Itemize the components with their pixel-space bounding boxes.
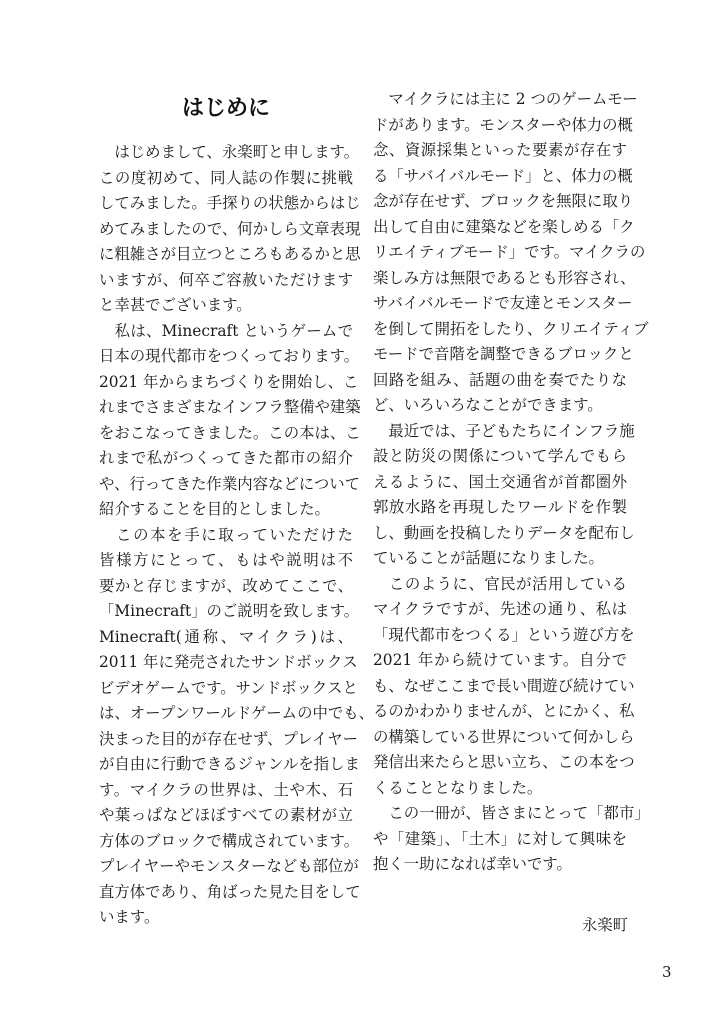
text-line: 楽しみ方は無限であるとも形容され、 <box>373 268 636 287</box>
text-line: 紹介することを目的としました。 <box>99 500 330 518</box>
text-line: を倒して開拓をしたり、クリエイティブ <box>373 319 649 338</box>
text-line: 最近では、子どもたちにインフラ施 <box>373 421 635 440</box>
text-line: この本を手に取っていただけた <box>99 525 353 544</box>
text-line: 念が存在せず、ブロックを無限に取り <box>373 192 634 210</box>
right-text-column <box>373 87 650 878</box>
text-line: リエイティブモード」です。マイクラの <box>373 243 646 261</box>
text-line: してみました。手探りの状態からはじ <box>99 194 361 212</box>
text-line: モードで音階を調整できるブロックと <box>373 345 634 363</box>
text-line: マイクラには主に 2 つのゲームモー <box>373 90 638 108</box>
text-line: 日本の現代都市をつくっております。 <box>99 347 360 365</box>
text-line: 抱く一助になれば幸いです。 <box>373 855 572 873</box>
text-line: えるように、国土交通省が首都圏外 <box>373 472 627 491</box>
text-line: 「Minecraft」のご説明を致します。 <box>99 602 360 620</box>
text-line: プレイヤーやモンスターなども部位が <box>99 857 359 875</box>
text-line: 直方体であり、角ばった見た目をして <box>99 882 361 901</box>
text-line: はじめまして、永楽町と申します。 <box>99 143 360 161</box>
author-signature: 永楽町 <box>581 916 628 934</box>
text-line: るのかわかりませんが、とにかく、私 <box>373 702 635 720</box>
text-line: ていることが話題になりました。 <box>373 549 604 567</box>
text-line: 私は、Minecraft というゲームで <box>99 321 353 340</box>
page-title: はじめに <box>181 96 270 121</box>
text-line: ど、いろいろなことができます。 <box>373 396 603 414</box>
text-line: や、行ってきた作業内容などについて <box>99 474 361 493</box>
text-line: に粗雑さが目立つところもあるかと思 <box>99 245 361 263</box>
text-line: と幸甚でございます。 <box>99 296 252 314</box>
text-line: 方体のブロックで構成されています。 <box>99 831 360 850</box>
text-line: 設と防災の関係について学んでもら <box>373 447 627 465</box>
text-line: し、動画を投稿したりデータを配布し <box>373 523 635 542</box>
text-line: この度初めて、同人誌の作製に挑戦 <box>99 168 353 187</box>
text-line: 決まった目的が存在せず、プレイヤー <box>99 729 359 748</box>
text-line: が自由に行動できるジャンルを指しま <box>99 755 360 773</box>
text-line: 「現代都市をつくる」という遊び方を <box>373 625 635 644</box>
text-line: 発信出来たらと思い立ち、この本をつ <box>373 753 635 771</box>
text-line: 郭放水路を再現したワールドを作製 <box>373 498 627 516</box>
text-line: このように、官民が活用している <box>373 574 627 593</box>
text-line: も、なぜここまで長い間遊び続けてい <box>373 676 635 695</box>
text-line: 皆様方にとって、もはや説明は不 <box>99 551 353 569</box>
text-line: くることとなりました。 <box>373 778 543 797</box>
text-line: る「サバイバルモード」と、体力の概 <box>373 166 633 185</box>
text-line: や葉っぱなどほぼすべての素材が立 <box>99 806 353 824</box>
text-line: 要かと存じますが、改めてここで、 <box>99 576 353 595</box>
text-line: この一冊が、皆さまにとって「都市」 <box>373 804 650 822</box>
text-line: 2021 年から続けています。自分で <box>373 651 627 669</box>
text-line: Minecraft(通称、マイクラ)は、 <box>99 627 353 646</box>
text-line: います。 <box>99 908 160 926</box>
text-line: ビデオゲームです。サンドボックスと <box>99 678 358 697</box>
text-line: 念、資源採集といった要素が存在す <box>373 141 627 159</box>
text-line: や「建築」、「土木」に対して興味を <box>373 829 627 848</box>
text-line: サバイバルモードで友達とモンスター <box>373 294 633 312</box>
left-text-column <box>99 140 375 931</box>
text-line: す。マイクラの世界は、土や木、石 <box>99 780 353 799</box>
text-line: 2021 年からまちづくりを開始し、こ <box>99 372 359 391</box>
text-line: いますが、何卒ご容赦いただけます <box>99 270 353 289</box>
text-line: れまで私がつくってきた都市の紹介 <box>99 449 353 467</box>
text-line: 出して自由に建築などを楽しめる「ク <box>373 217 635 236</box>
text-line: ドがあります。モンスターや体力の概 <box>373 115 633 134</box>
page-number: 3 <box>662 963 672 981</box>
text-line: 2011 年に発売されたサンドボックス <box>99 653 358 671</box>
text-line: れまでさまざまなインフラ整備や建築 <box>99 398 361 416</box>
text-line: 回路を組み、話題の曲を奏でたりな <box>373 370 627 389</box>
text-line: をおこなってきました。この本は、こ <box>99 423 361 442</box>
text-line: は、オープンワールドゲームの中でも、 <box>99 704 375 722</box>
text-line: マイクラですが、先述の通り、私は <box>373 600 627 618</box>
text-line: の構築している世界について何かしら <box>373 727 635 746</box>
text-line: めてみましたので、何かしら文章表現 <box>99 219 361 238</box>
